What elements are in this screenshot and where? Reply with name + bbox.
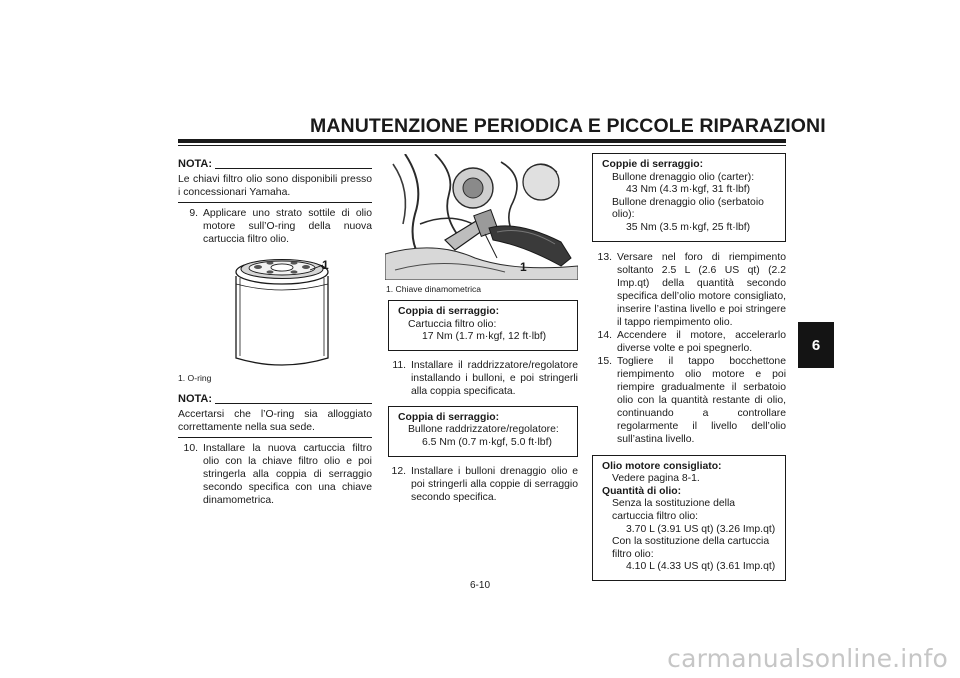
note-text: Le chiavi filtro olio sono disponibili presso i concessionari Yamaha. — [178, 174, 372, 198]
step-text: Versare nel foro di riempimento soltanto 2.5 L (2.6 US qt) (2.2 Imp.qt) della quantità secondo specifica dell’olio motore consigliato, inserire l’astina livello e poi stringere il tappo riempimento olio. — [617, 251, 786, 328]
step-number: 10. — [183, 443, 198, 454]
box-value: 3.70 L (3.91 US qt) (3.26 Imp.qt) — [626, 523, 776, 535]
step-text: Togliere il tappo bocchettone riempimento olio motore e poi riempire gradualmente il serbatoio olio con la quantità restante di olio, continuando a controllare regolarmente il livello dell’olio sull’astina livello. — [617, 355, 786, 445]
step-number: 13. — [597, 251, 612, 263]
page-title: MANUTENZIONE PERIODICA E PICCOLE RIPARAZIONI — [310, 115, 826, 137]
note-label: NOTA: — [178, 393, 213, 405]
header-rule — [178, 139, 786, 143]
step-text: Installare il raddrizzatore/regolatore installando i bulloni, e poi stringerli alla coppia specificata. — [411, 359, 578, 397]
step-number: 14. — [597, 329, 612, 341]
box-title: Coppia di serraggio: — [398, 306, 500, 317]
note-end-rule — [178, 437, 372, 438]
box-item: Bullone drenaggio olio (carter): — [612, 171, 755, 183]
box-item: Senza la sostituzione della cartuccia filtro olio: — [612, 498, 736, 522]
box-title: Olio motore consigliato: — [602, 460, 722, 472]
step-text: Accendere il motore, accelerarlo diverse volte e poi spegnerlo. — [617, 329, 786, 354]
note-text: Accertarsi che l’O-ring sia alloggiato correttamente nella sua sede. — [178, 409, 372, 433]
step-number: 11. — [392, 359, 406, 371]
right-column — [592, 153, 786, 581]
box-item: Bullone raddrizzatore/regolatore: — [408, 424, 559, 436]
torque-spec-box — [388, 300, 578, 351]
torque-spec-box — [592, 153, 786, 242]
torque-wrench-photo — [385, 154, 578, 280]
box-title: Coppia di serraggio: — [398, 411, 500, 423]
box-title: Quantità di olio: — [602, 485, 682, 497]
box-value: 43 Nm (4.3 m·kgf, 31 ft·lbf) — [626, 184, 751, 196]
step-11 — [386, 359, 578, 398]
step-15 — [592, 355, 786, 446]
step-9 — [178, 207, 372, 246]
left-column — [178, 158, 372, 246]
left-column-lower — [178, 372, 372, 507]
figure-caption: 1. Chiave dinamometrica — [386, 284, 482, 294]
box-value: 35 Nm (3.5 m·kgf, 25 ft·lbf) — [626, 221, 751, 233]
watermark: carmanualsonline.info — [667, 644, 948, 673]
box-value: 4.10 L (4.33 US qt) (3.61 Imp.qt) — [626, 561, 776, 573]
box-item: Cartuccia filtro olio: — [408, 318, 497, 330]
torque-spec-box — [388, 406, 578, 457]
step-number: 9. — [189, 208, 198, 219]
note-header — [178, 393, 372, 406]
page-number: 6-10 — [469, 580, 490, 591]
box-value: 17 Nm (1.7 m·kgf, 12 ft·lbf) — [422, 331, 547, 343]
step-12 — [386, 465, 578, 504]
box-value: 6.5 Nm (0.7 m·kgf, 5.0 ft·lbf) — [422, 436, 552, 448]
box-item: Bullone drenaggio olio (serbatoio olio): — [612, 196, 764, 221]
figure-callout: 1 — [520, 260, 527, 274]
box-title: Coppie di serraggio: — [602, 159, 704, 170]
note-header — [178, 158, 372, 171]
box-item: Con la sostituzione della cartuccia filtro olio: — [612, 536, 770, 560]
oil-spec-box — [592, 455, 786, 581]
step-text: Installare i bulloni drenaggio olio e poi stringerli alla coppie di serraggio secondo specifica. — [411, 465, 578, 503]
header-rule-thin — [178, 145, 786, 146]
note-label: NOTA: — [178, 158, 213, 170]
figure-callout: 1 — [322, 258, 329, 272]
step-number: 12. — [391, 465, 406, 477]
step-14 — [592, 329, 786, 355]
step-text: Installare la nuova cartuccia filtro olio con la chiave filtro olio e poi stringerla alla coppia di serraggio secondo specifica con una chiave dinamometrica. — [203, 443, 372, 506]
step-13 — [592, 251, 786, 329]
note-end-rule — [178, 202, 372, 203]
step-text: Applicare uno strato sottile di olio motore sull’O-ring della nuova cartuccia filtro olio. — [203, 208, 372, 245]
figure-caption: 1. O-ring — [178, 373, 212, 383]
chapter-tab: 6 — [798, 322, 834, 368]
middle-column — [386, 300, 578, 504]
box-item: Vedere pagina 8-1. — [612, 473, 700, 485]
step-number: 15. — [597, 355, 612, 367]
step-10 — [178, 442, 372, 507]
